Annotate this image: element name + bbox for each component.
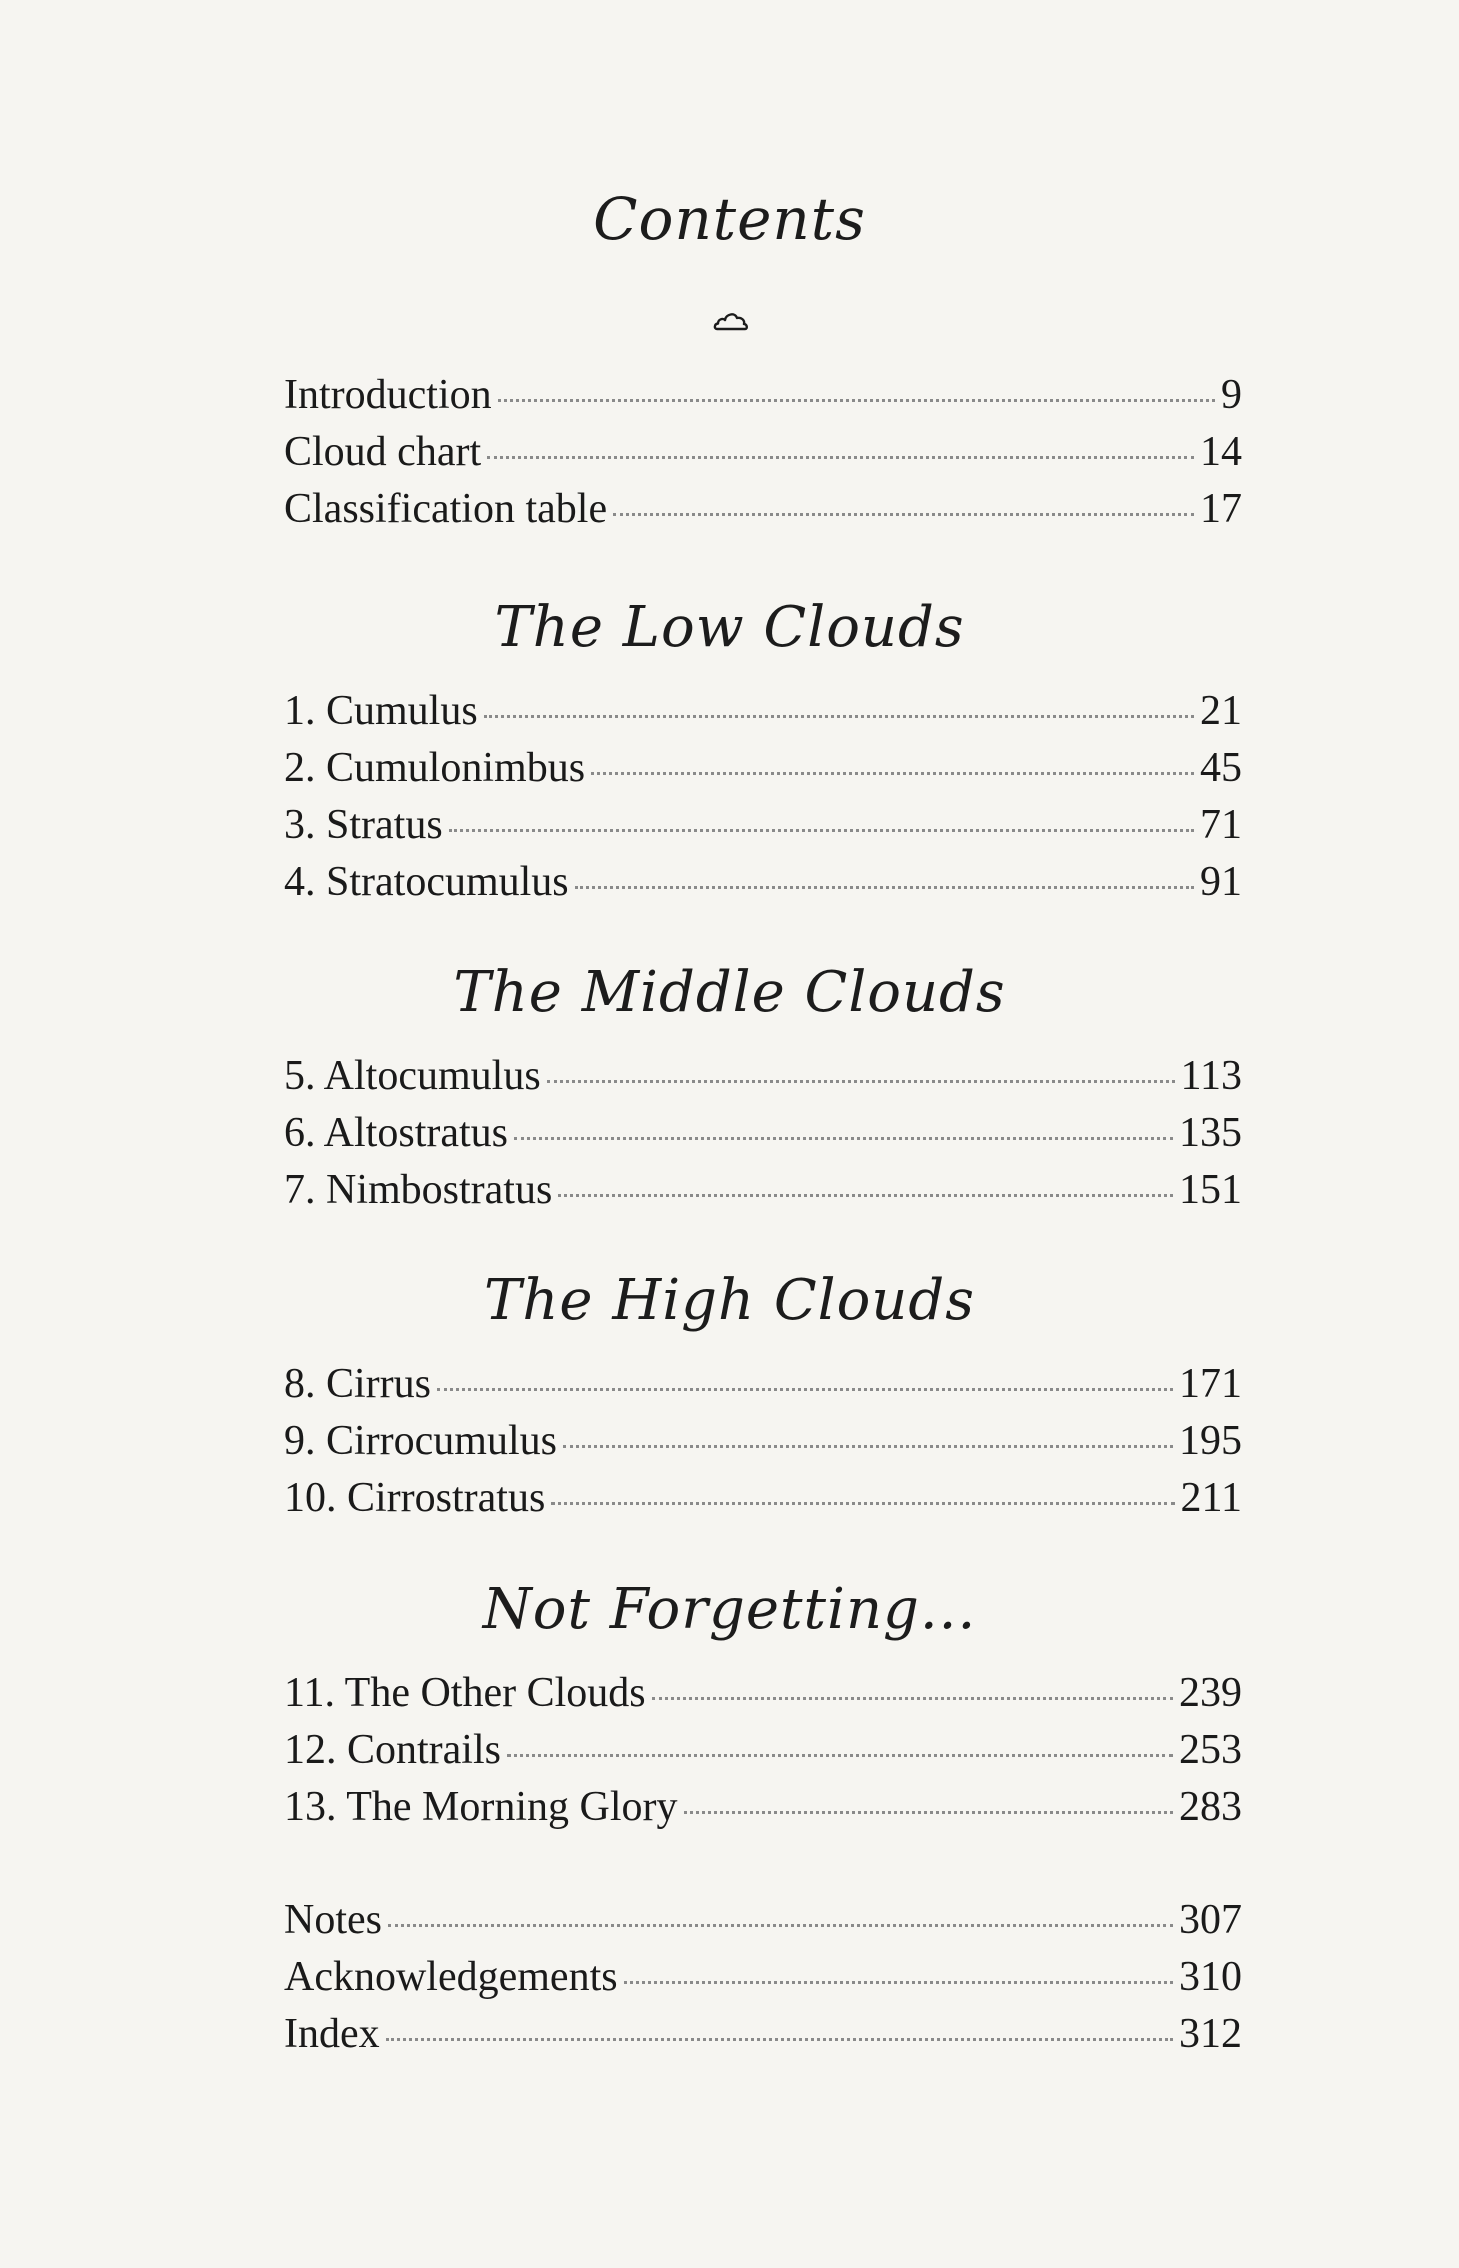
toc-entry-page: 307 bbox=[1179, 1897, 1242, 1943]
leader-dots bbox=[613, 513, 1194, 516]
toc-entry-page: 113 bbox=[1180, 1053, 1242, 1099]
leader-dots bbox=[652, 1697, 1173, 1700]
toc-entry-label: 13. The Morning Glory bbox=[284, 1784, 678, 1830]
toc-entry[interactable] bbox=[284, 683, 1242, 740]
toc-entry-page: 9 bbox=[1221, 372, 1242, 418]
leader-dots bbox=[551, 1502, 1174, 1505]
leader-dots bbox=[684, 1811, 1173, 1814]
toc-entry-page: 239 bbox=[1179, 1670, 1242, 1716]
toc-entry-label: 10. Cirrostratus bbox=[284, 1475, 546, 1521]
leader-dots bbox=[498, 399, 1215, 402]
toc-entry[interactable] bbox=[284, 1892, 1242, 1949]
leader-dots bbox=[575, 886, 1194, 889]
toc-entry-label: 1. Cumulus bbox=[284, 688, 478, 734]
toc-entry-page: 135 bbox=[1179, 1110, 1242, 1156]
toc-entry-label: 11. The Other Clouds bbox=[284, 1670, 646, 1716]
toc-entry-page: 17 bbox=[1200, 486, 1242, 532]
toc-entry[interactable] bbox=[284, 1356, 1242, 1413]
leader-dots bbox=[624, 1981, 1173, 1984]
leader-dots bbox=[449, 829, 1194, 832]
toc-entry-label: 5. Altocumulus bbox=[284, 1053, 541, 1099]
leader-dots bbox=[563, 1445, 1173, 1448]
toc-entry-label: 6. Altostratus bbox=[284, 1110, 509, 1156]
toc-entry-label: 12. Contrails bbox=[284, 1727, 501, 1773]
toc-entry[interactable] bbox=[284, 1722, 1242, 1779]
page-title: Contents bbox=[593, 185, 866, 253]
toc-entry[interactable] bbox=[284, 2006, 1242, 2063]
low-clouds-list bbox=[284, 683, 1242, 911]
toc-entry-page: 71 bbox=[1200, 802, 1242, 848]
toc-entry[interactable] bbox=[284, 1665, 1242, 1722]
toc-entry[interactable] bbox=[284, 797, 1242, 854]
toc-entry-page: 21 bbox=[1200, 688, 1242, 734]
leader-dots bbox=[487, 456, 1194, 459]
toc-entry-label: 7. Nimbostratus bbox=[284, 1167, 553, 1213]
toc-entry[interactable] bbox=[284, 1779, 1242, 1836]
toc-entry-page: 211 bbox=[1180, 1475, 1242, 1521]
toc-entry-page: 283 bbox=[1179, 1784, 1242, 1830]
leader-dots bbox=[547, 1080, 1175, 1083]
toc-entry[interactable] bbox=[284, 367, 1242, 424]
toc-entry-label: Index bbox=[284, 2011, 380, 2057]
leader-dots bbox=[507, 1754, 1173, 1757]
toc-entry-label: Classification table bbox=[284, 486, 608, 532]
leader-dots bbox=[437, 1388, 1173, 1391]
toc-entry-label: 2. Cumulonimbus bbox=[284, 745, 586, 791]
toc-entry-label: 8. Cirrus bbox=[284, 1361, 431, 1407]
leader-dots bbox=[591, 772, 1194, 775]
toc-entry[interactable] bbox=[284, 1413, 1242, 1470]
toc-entry-label: 9. Cirrocumulus bbox=[284, 1418, 557, 1464]
toc-entry[interactable] bbox=[284, 424, 1242, 481]
toc-entry[interactable] bbox=[284, 1949, 1242, 2006]
leader-dots bbox=[388, 1924, 1173, 1927]
leader-dots bbox=[558, 1194, 1173, 1197]
section-heading-low-clouds: The Low Clouds bbox=[494, 595, 965, 660]
toc-entry-label: Introduction bbox=[284, 372, 492, 418]
toc-entry-label: 3. Stratus bbox=[284, 802, 443, 848]
toc-entry[interactable] bbox=[284, 740, 1242, 797]
toc-entry[interactable] bbox=[284, 1162, 1242, 1219]
toc-entry-page: 312 bbox=[1179, 2011, 1242, 2057]
toc-entry[interactable] bbox=[284, 481, 1242, 538]
toc-entry[interactable] bbox=[284, 854, 1242, 911]
leader-dots bbox=[386, 2038, 1173, 2041]
toc-entry-label: Cloud chart bbox=[284, 429, 482, 475]
front-matter-list bbox=[284, 367, 1242, 538]
toc-entry-label: Notes bbox=[284, 1897, 382, 1943]
back-matter-list bbox=[284, 1892, 1242, 2063]
toc-entry-label: 4. Stratocumulus bbox=[284, 859, 569, 905]
toc-entry-page: 45 bbox=[1200, 745, 1242, 791]
toc-entry-page: 151 bbox=[1179, 1167, 1242, 1213]
high-clouds-list bbox=[284, 1356, 1242, 1527]
toc-entry-page: 14 bbox=[1200, 429, 1242, 475]
toc-entry[interactable] bbox=[284, 1105, 1242, 1162]
toc-entry-page: 91 bbox=[1200, 859, 1242, 905]
toc-entry-page: 195 bbox=[1179, 1418, 1242, 1464]
section-heading-high-clouds: The High Clouds bbox=[484, 1268, 975, 1333]
cloud-icon bbox=[713, 308, 749, 332]
toc-entry-page: 253 bbox=[1179, 1727, 1242, 1773]
toc-entry[interactable] bbox=[284, 1048, 1242, 1105]
leader-dots bbox=[484, 715, 1194, 718]
toc-entry-label: Acknowledgements bbox=[284, 1954, 618, 2000]
middle-clouds-list bbox=[284, 1048, 1242, 1219]
leader-dots bbox=[514, 1137, 1173, 1140]
not-forgetting-list bbox=[284, 1665, 1242, 1836]
toc-entry-page: 310 bbox=[1179, 1954, 1242, 2000]
toc-entry-page: 171 bbox=[1179, 1361, 1242, 1407]
section-heading-middle-clouds: The Middle Clouds bbox=[453, 960, 1006, 1025]
section-heading-not-forgetting: Not Forgetting... bbox=[482, 1577, 977, 1642]
toc-entry[interactable] bbox=[284, 1470, 1242, 1527]
